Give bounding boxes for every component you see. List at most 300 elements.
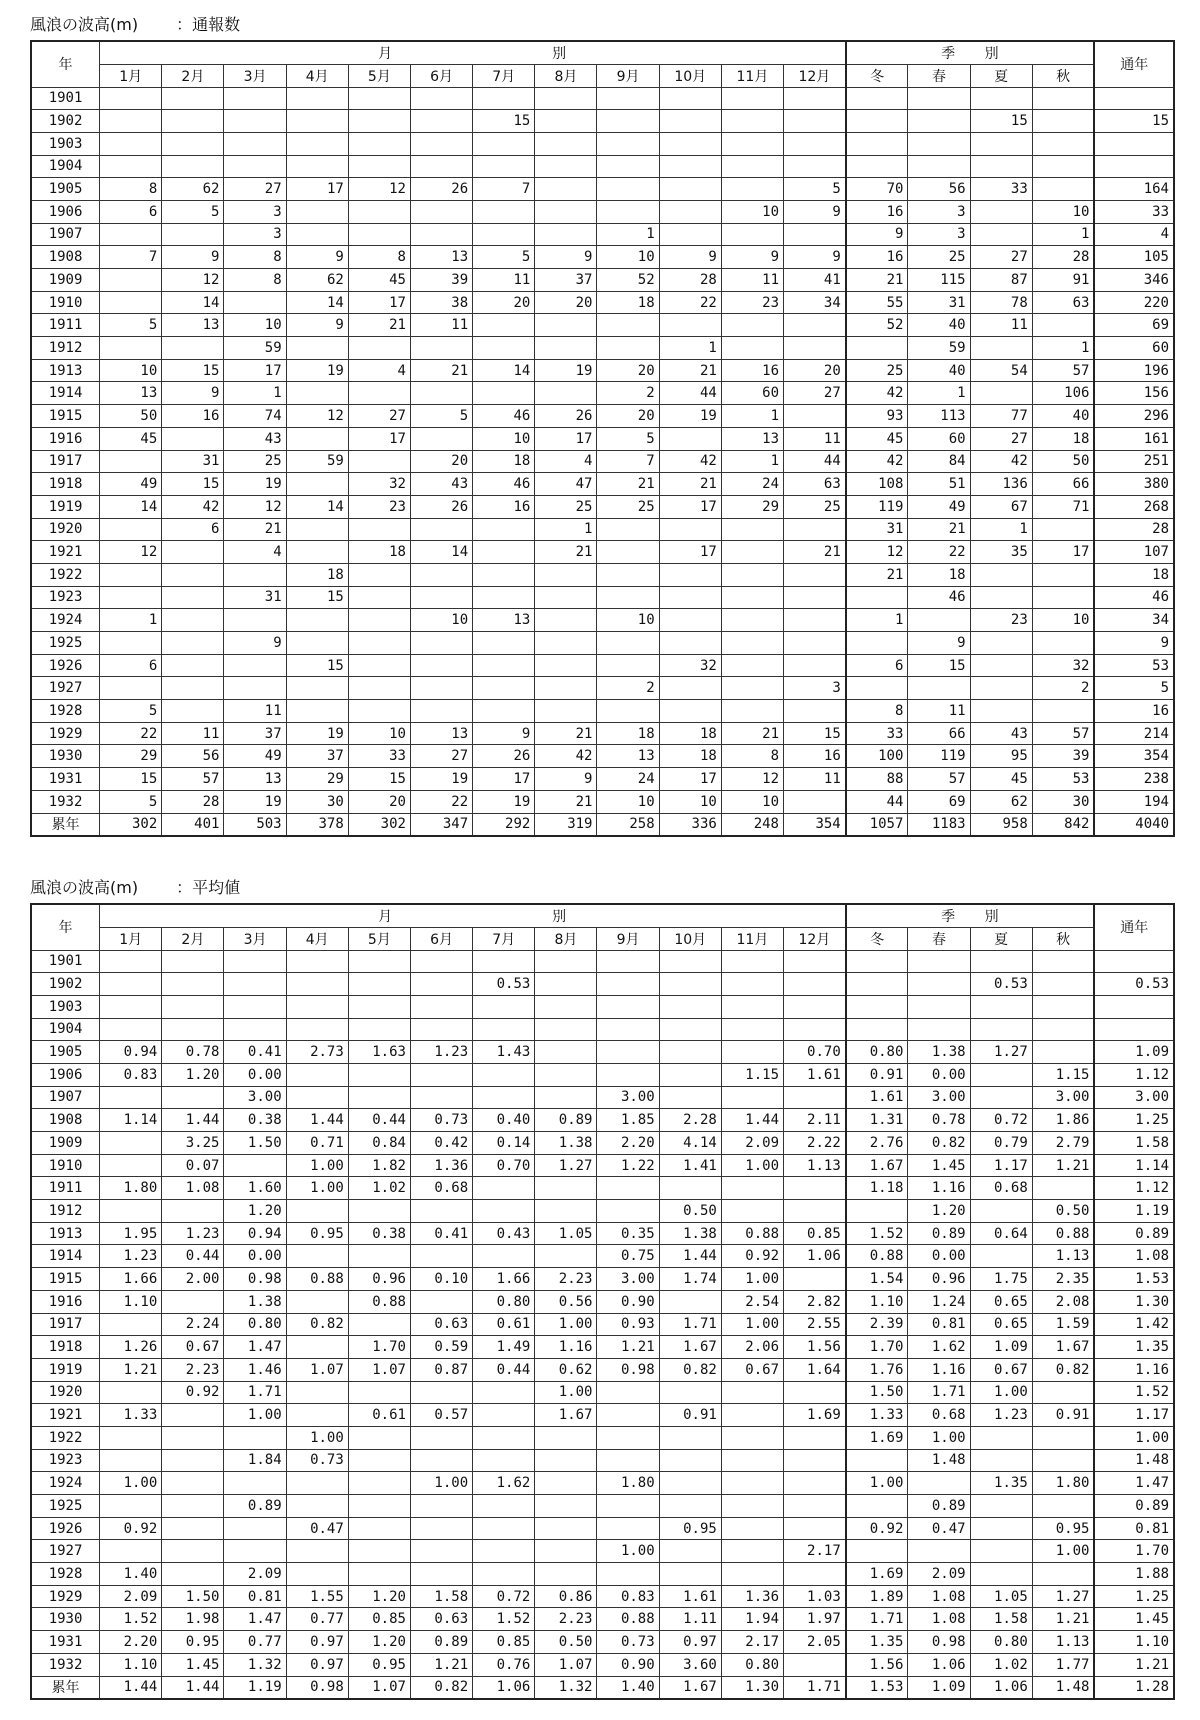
table-cell: 1.54 bbox=[846, 1268, 908, 1291]
table-cell bbox=[410, 110, 472, 133]
table-cell: 0.92 bbox=[100, 1517, 162, 1540]
table-cell: 0.65 bbox=[970, 1313, 1032, 1336]
table-cell: 56 bbox=[162, 745, 224, 768]
table-cell bbox=[970, 1200, 1032, 1223]
table-cell: 958 bbox=[970, 813, 1032, 836]
table-cell: 2.06 bbox=[721, 1336, 783, 1359]
table-cell: 14 bbox=[473, 359, 535, 382]
table-cell: 0.83 bbox=[100, 1063, 162, 1086]
table-cell bbox=[348, 677, 410, 700]
table-cell: 1.27 bbox=[970, 1041, 1032, 1064]
table-cell: 13 bbox=[410, 246, 472, 269]
table-cell: 258 bbox=[597, 813, 659, 836]
table-cell bbox=[286, 1540, 348, 1563]
table-cell bbox=[597, 586, 659, 609]
table-cell: 8 bbox=[846, 700, 908, 723]
table-cell: 42 bbox=[846, 450, 908, 473]
table-cell: 0.00 bbox=[908, 1063, 970, 1086]
row-year: 1922 bbox=[31, 563, 100, 586]
table-cell: 0.67 bbox=[721, 1358, 783, 1381]
table-cell: 29 bbox=[100, 745, 162, 768]
table-cell: 0.92 bbox=[846, 1517, 908, 1540]
table-cell bbox=[784, 609, 846, 632]
table-cell: 17 bbox=[659, 768, 721, 791]
table-cell: 1.02 bbox=[970, 1653, 1032, 1676]
table-cell: 0.68 bbox=[970, 1177, 1032, 1200]
table-cell: 0.57 bbox=[410, 1404, 472, 1427]
table-cell: 11 bbox=[721, 269, 783, 292]
table-cell: 1 bbox=[535, 518, 597, 541]
table-cell: 0.76 bbox=[473, 1653, 535, 1676]
table-cell: 16 bbox=[473, 495, 535, 518]
table-cell: 59 bbox=[224, 337, 286, 360]
table-cell: 19 bbox=[286, 359, 348, 382]
header-season-group: 季 別 bbox=[846, 41, 1095, 64]
table-cell bbox=[410, 337, 472, 360]
table-cell: 1.20 bbox=[348, 1631, 410, 1654]
table-cell bbox=[1032, 314, 1094, 337]
table-cell: 11 bbox=[970, 314, 1032, 337]
table-cell bbox=[410, 132, 472, 155]
table-cell bbox=[1094, 1018, 1174, 1041]
table-cell: 0.61 bbox=[348, 1404, 410, 1427]
table-cell bbox=[908, 155, 970, 178]
table-cell: 1.53 bbox=[846, 1676, 908, 1699]
table-cell bbox=[597, 314, 659, 337]
table-cell: 1.47 bbox=[1094, 1472, 1174, 1495]
row-year: 1901 bbox=[31, 87, 100, 110]
table-cell: 1.44 bbox=[721, 1109, 783, 1132]
table-cell: 20 bbox=[473, 291, 535, 314]
table-cell bbox=[100, 586, 162, 609]
table-cell bbox=[659, 1563, 721, 1586]
table-cell bbox=[721, 609, 783, 632]
table-cell: 0.97 bbox=[286, 1653, 348, 1676]
table-cell bbox=[784, 223, 846, 246]
table-cell: 1.66 bbox=[473, 1268, 535, 1291]
table-cell: 1.10 bbox=[846, 1290, 908, 1313]
table-cell: 2 bbox=[1032, 677, 1094, 700]
table-cell: 17 bbox=[1032, 541, 1094, 564]
table-cell: 1.17 bbox=[1094, 1404, 1174, 1427]
table-cell bbox=[970, 1063, 1032, 1086]
table-cell: 0.50 bbox=[535, 1631, 597, 1654]
table-cell: 5 bbox=[1094, 677, 1174, 700]
table-cell: 1.06 bbox=[784, 1245, 846, 1268]
table-cell: 0.90 bbox=[597, 1653, 659, 1676]
table-cell: 21 bbox=[535, 541, 597, 564]
header-annual: 通年 bbox=[1094, 41, 1174, 87]
row-year: 1909 bbox=[31, 1132, 100, 1155]
table-cell bbox=[410, 586, 472, 609]
header-row-group bbox=[31, 41, 1174, 64]
table-cell bbox=[473, 382, 535, 405]
table-cell: 1.84 bbox=[224, 1449, 286, 1472]
table-cell: 2.54 bbox=[721, 1290, 783, 1313]
table-cell bbox=[908, 609, 970, 632]
table-cell bbox=[970, 223, 1032, 246]
table-cell: 1.08 bbox=[1094, 1245, 1174, 1268]
table-cell bbox=[286, 518, 348, 541]
table-cell: 24 bbox=[721, 473, 783, 496]
table-cell: 8 bbox=[348, 246, 410, 269]
table-cell bbox=[535, 1472, 597, 1495]
table-cell bbox=[410, 518, 472, 541]
table-cell bbox=[535, 563, 597, 586]
title-subtitle: ：平均値 bbox=[176, 878, 241, 897]
header-month: 2月 bbox=[162, 64, 224, 87]
table-cell bbox=[784, 110, 846, 133]
table-cell bbox=[721, 586, 783, 609]
table-row bbox=[31, 768, 1174, 791]
table-row bbox=[31, 1018, 1174, 1041]
table-cell bbox=[535, 1041, 597, 1064]
table-cell bbox=[348, 450, 410, 473]
table-cell bbox=[410, 87, 472, 110]
table-row bbox=[31, 1631, 1174, 1654]
row-year: 1930 bbox=[31, 745, 100, 768]
table-cell bbox=[784, 1200, 846, 1223]
table-cell bbox=[846, 1540, 908, 1563]
table-cell: 1 bbox=[846, 609, 908, 632]
table-cell: 0.63 bbox=[410, 1608, 472, 1631]
table-cell: 66 bbox=[908, 722, 970, 745]
table-cell bbox=[473, 700, 535, 723]
table-cell: 1.21 bbox=[1032, 1154, 1094, 1177]
header-month: 12月 bbox=[784, 64, 846, 87]
table-cell bbox=[721, 1495, 783, 1518]
table-cell bbox=[784, 973, 846, 996]
table-row bbox=[31, 1358, 1174, 1381]
table-cell: 1.35 bbox=[970, 1472, 1032, 1495]
table-cell bbox=[846, 1449, 908, 1472]
table-cell: 1.44 bbox=[162, 1109, 224, 1132]
table-cell: 1.56 bbox=[846, 1653, 908, 1676]
table-cell bbox=[846, 586, 908, 609]
table-cell bbox=[286, 155, 348, 178]
header-season: 冬 bbox=[846, 64, 908, 87]
table-cell: 32 bbox=[659, 654, 721, 677]
table-cell: 9 bbox=[784, 200, 846, 223]
table-cell: 71 bbox=[1032, 495, 1094, 518]
table-cell: 0.59 bbox=[410, 1336, 472, 1359]
table-cell: 0.96 bbox=[348, 1268, 410, 1291]
table-cell: 194 bbox=[1094, 790, 1174, 813]
table-cell bbox=[659, 1495, 721, 1518]
table-cell: 401 bbox=[162, 813, 224, 836]
table-cell: 28 bbox=[162, 790, 224, 813]
row-year: 1928 bbox=[31, 700, 100, 723]
table-cell: 0.14 bbox=[473, 1132, 535, 1155]
table-cell: 31 bbox=[908, 291, 970, 314]
table-cell: 62 bbox=[970, 790, 1032, 813]
table-cell: 1.14 bbox=[1094, 1154, 1174, 1177]
table-cell bbox=[348, 950, 410, 973]
table-cell: 87 bbox=[970, 269, 1032, 292]
row-year: 1925 bbox=[31, 1495, 100, 1518]
table-cell: 1.58 bbox=[410, 1585, 472, 1608]
table-cell: 1.00 bbox=[286, 1177, 348, 1200]
table-cell bbox=[721, 1563, 783, 1586]
table-cell bbox=[846, 155, 908, 178]
table-cell: 0.72 bbox=[473, 1585, 535, 1608]
table-cell bbox=[535, 132, 597, 155]
table-cell: 13 bbox=[721, 427, 783, 450]
row-year: 1925 bbox=[31, 632, 100, 655]
table-cell: 1.31 bbox=[846, 1109, 908, 1132]
table-cell: 0.85 bbox=[348, 1608, 410, 1631]
table-cell bbox=[348, 609, 410, 632]
table-cell bbox=[473, 995, 535, 1018]
table-cell bbox=[348, 563, 410, 586]
table-row bbox=[31, 1290, 1174, 1313]
table-cell: 1.60 bbox=[224, 1177, 286, 1200]
table-cell: 1.00 bbox=[970, 1381, 1032, 1404]
table-cell: 0.50 bbox=[1032, 1200, 1094, 1223]
table-cell: 1 bbox=[721, 405, 783, 428]
table-cell: 38 bbox=[410, 291, 472, 314]
row-year: 1917 bbox=[31, 1313, 100, 1336]
table-cell: 268 bbox=[1094, 495, 1174, 518]
table-cell bbox=[970, 200, 1032, 223]
table-cell bbox=[100, 563, 162, 586]
table-cell bbox=[597, 1041, 659, 1064]
row-year: 1913 bbox=[31, 1222, 100, 1245]
table-cell: 5 bbox=[473, 246, 535, 269]
table-cell bbox=[1032, 1177, 1094, 1200]
table-row bbox=[31, 563, 1174, 586]
table-cell: 1.23 bbox=[100, 1245, 162, 1268]
row-year: 1911 bbox=[31, 1177, 100, 1200]
table-cell bbox=[970, 1086, 1032, 1109]
table-cell: 2.23 bbox=[535, 1268, 597, 1291]
table-cell bbox=[162, 1563, 224, 1586]
table-cell bbox=[1094, 132, 1174, 155]
table-cell: 0.65 bbox=[970, 1290, 1032, 1313]
table-cell: 26 bbox=[410, 178, 472, 201]
table-cell bbox=[473, 1245, 535, 1268]
table-cell bbox=[659, 155, 721, 178]
header-month: 10月 bbox=[659, 64, 721, 87]
table-cell bbox=[473, 1018, 535, 1041]
table-cell: 0.00 bbox=[224, 1063, 286, 1086]
table-cell bbox=[473, 632, 535, 655]
table-cell: 1.30 bbox=[721, 1676, 783, 1699]
header-month: 8月 bbox=[535, 927, 597, 950]
table-cell: 1.70 bbox=[1094, 1540, 1174, 1563]
table-cell bbox=[970, 1449, 1032, 1472]
table-cell: 4 bbox=[1094, 223, 1174, 246]
table-cell bbox=[784, 1177, 846, 1200]
table-cell: 40 bbox=[1032, 405, 1094, 428]
table-cell: 63 bbox=[1032, 291, 1094, 314]
row-year: 1912 bbox=[31, 1200, 100, 1223]
table-cell: 43 bbox=[410, 473, 472, 496]
table-cell bbox=[535, 1563, 597, 1586]
table-cell: 1.13 bbox=[784, 1154, 846, 1177]
table-cell: 22 bbox=[659, 291, 721, 314]
table-cell bbox=[348, 973, 410, 996]
table-cell: 10 bbox=[473, 427, 535, 450]
table-cell: 21 bbox=[224, 518, 286, 541]
table-cell bbox=[597, 178, 659, 201]
table-cell bbox=[784, 1086, 846, 1109]
table-cell bbox=[784, 790, 846, 813]
table-row bbox=[31, 1154, 1174, 1177]
table-cell bbox=[970, 700, 1032, 723]
table-cell bbox=[535, 1449, 597, 1472]
table-cell: 196 bbox=[1094, 359, 1174, 382]
table-cell bbox=[659, 1177, 721, 1200]
header-month: 11月 bbox=[721, 927, 783, 950]
table-cell: 0.71 bbox=[286, 1132, 348, 1155]
table-cell bbox=[162, 87, 224, 110]
table-cell: 1.49 bbox=[473, 1336, 535, 1359]
table-cell: 1.41 bbox=[659, 1154, 721, 1177]
table-cell bbox=[784, 518, 846, 541]
table-cell: 27 bbox=[784, 382, 846, 405]
table-cell: 0.82 bbox=[659, 1358, 721, 1381]
table-cell bbox=[970, 1495, 1032, 1518]
table-cell: 0.88 bbox=[286, 1268, 348, 1291]
table-cell: 17 bbox=[659, 495, 721, 518]
table-cell: 1.58 bbox=[1094, 1132, 1174, 1155]
table-cell: 5 bbox=[100, 790, 162, 813]
table-cell: 2.23 bbox=[535, 1608, 597, 1631]
table-cell: 0.94 bbox=[224, 1222, 286, 1245]
table-cell: 1.00 bbox=[286, 1154, 348, 1177]
table-row bbox=[31, 337, 1174, 360]
row-year: 1917 bbox=[31, 450, 100, 473]
table-cell: 70 bbox=[846, 178, 908, 201]
table-cell: 1.08 bbox=[908, 1608, 970, 1631]
table-cell bbox=[970, 632, 1032, 655]
table-cell bbox=[224, 1018, 286, 1041]
table-cell: 7 bbox=[597, 450, 659, 473]
table-cell bbox=[100, 155, 162, 178]
table-cell: 1.44 bbox=[286, 1109, 348, 1132]
table-cell: 1.80 bbox=[100, 1177, 162, 1200]
table-cell: 40 bbox=[908, 314, 970, 337]
table-cell: 1.71 bbox=[784, 1676, 846, 1699]
table-cell bbox=[784, 586, 846, 609]
table-cell: 33 bbox=[348, 745, 410, 768]
table-cell bbox=[348, 632, 410, 655]
table-cell: 503 bbox=[224, 813, 286, 836]
table-cell: 0.53 bbox=[1094, 973, 1174, 996]
table-cell: 1.16 bbox=[535, 1336, 597, 1359]
table-cell bbox=[597, 155, 659, 178]
table-cell: 0.68 bbox=[410, 1177, 472, 1200]
table-cell: 17 bbox=[224, 359, 286, 382]
table-cell bbox=[286, 473, 348, 496]
table-cell: 1 bbox=[970, 518, 1032, 541]
table-cell bbox=[1032, 563, 1094, 586]
table-cell: 34 bbox=[784, 291, 846, 314]
table-cell: 0.77 bbox=[286, 1608, 348, 1631]
table-cell: 17 bbox=[473, 768, 535, 791]
table-cell bbox=[348, 1313, 410, 1336]
table-row bbox=[31, 291, 1174, 314]
table-cell bbox=[224, 677, 286, 700]
table-cell: 1.05 bbox=[970, 1585, 1032, 1608]
table-cell: 1.36 bbox=[410, 1154, 472, 1177]
table-row bbox=[31, 223, 1174, 246]
table-cell: 161 bbox=[1094, 427, 1174, 450]
table-cell: 45 bbox=[846, 427, 908, 450]
table-cell bbox=[286, 1200, 348, 1223]
table-cell bbox=[908, 110, 970, 133]
table-cell: 0.07 bbox=[162, 1154, 224, 1177]
table-cell: 0.47 bbox=[908, 1517, 970, 1540]
table-cell bbox=[535, 609, 597, 632]
table-cell: 95 bbox=[970, 745, 1032, 768]
table-cell bbox=[473, 677, 535, 700]
table-cell bbox=[784, 1472, 846, 1495]
table-cell bbox=[473, 87, 535, 110]
table-cell bbox=[721, 155, 783, 178]
table-row bbox=[31, 1495, 1174, 1518]
table-cell: 27 bbox=[348, 405, 410, 428]
table-cell: 9 bbox=[1094, 632, 1174, 655]
table-cell bbox=[224, 1540, 286, 1563]
table-cell: 1.00 bbox=[1032, 1540, 1094, 1563]
table-cell: 19 bbox=[535, 359, 597, 382]
table-cell: 16 bbox=[846, 246, 908, 269]
table-cell: 21 bbox=[659, 473, 721, 496]
table-cell: 0.91 bbox=[659, 1404, 721, 1427]
table-cell: 42 bbox=[162, 495, 224, 518]
table-cell: 1.11 bbox=[659, 1608, 721, 1631]
table-cell: 1.48 bbox=[908, 1449, 970, 1472]
table-cell: 15 bbox=[162, 473, 224, 496]
table-cell bbox=[721, 1018, 783, 1041]
row-year: 1905 bbox=[31, 1041, 100, 1064]
table-cell: 60 bbox=[1094, 337, 1174, 360]
table-cell bbox=[908, 1018, 970, 1041]
table-cell bbox=[597, 518, 659, 541]
table-cell bbox=[348, 132, 410, 155]
table-cell: 0.80 bbox=[846, 1041, 908, 1064]
table-cell bbox=[410, 1381, 472, 1404]
table-cell bbox=[286, 1086, 348, 1109]
table-cell: 13 bbox=[224, 768, 286, 791]
table-cell: 1.80 bbox=[1032, 1472, 1094, 1495]
table-cell: 25 bbox=[846, 359, 908, 382]
table-cell bbox=[659, 1449, 721, 1472]
table-cell: 1.08 bbox=[908, 1585, 970, 1608]
table-cell: 1.21 bbox=[597, 1336, 659, 1359]
table-cell: 1.00 bbox=[286, 1426, 348, 1449]
table-cell bbox=[1032, 132, 1094, 155]
table-cell: 0.82 bbox=[410, 1676, 472, 1699]
table-cell bbox=[348, 1426, 410, 1449]
table-row bbox=[31, 314, 1174, 337]
table-cell bbox=[473, 155, 535, 178]
table-cell bbox=[846, 973, 908, 996]
table-cell bbox=[597, 87, 659, 110]
table-cell: 9 bbox=[473, 722, 535, 745]
row-year: 1906 bbox=[31, 1063, 100, 1086]
table-cell: 1.67 bbox=[659, 1676, 721, 1699]
table-cell bbox=[535, 586, 597, 609]
table-cell: 45 bbox=[970, 768, 1032, 791]
table-row bbox=[31, 1336, 1174, 1359]
table-cell: 4 bbox=[224, 541, 286, 564]
table-cell: 1.09 bbox=[908, 1676, 970, 1699]
table-cell bbox=[410, 200, 472, 223]
table-cell: 1.00 bbox=[1094, 1426, 1174, 1449]
